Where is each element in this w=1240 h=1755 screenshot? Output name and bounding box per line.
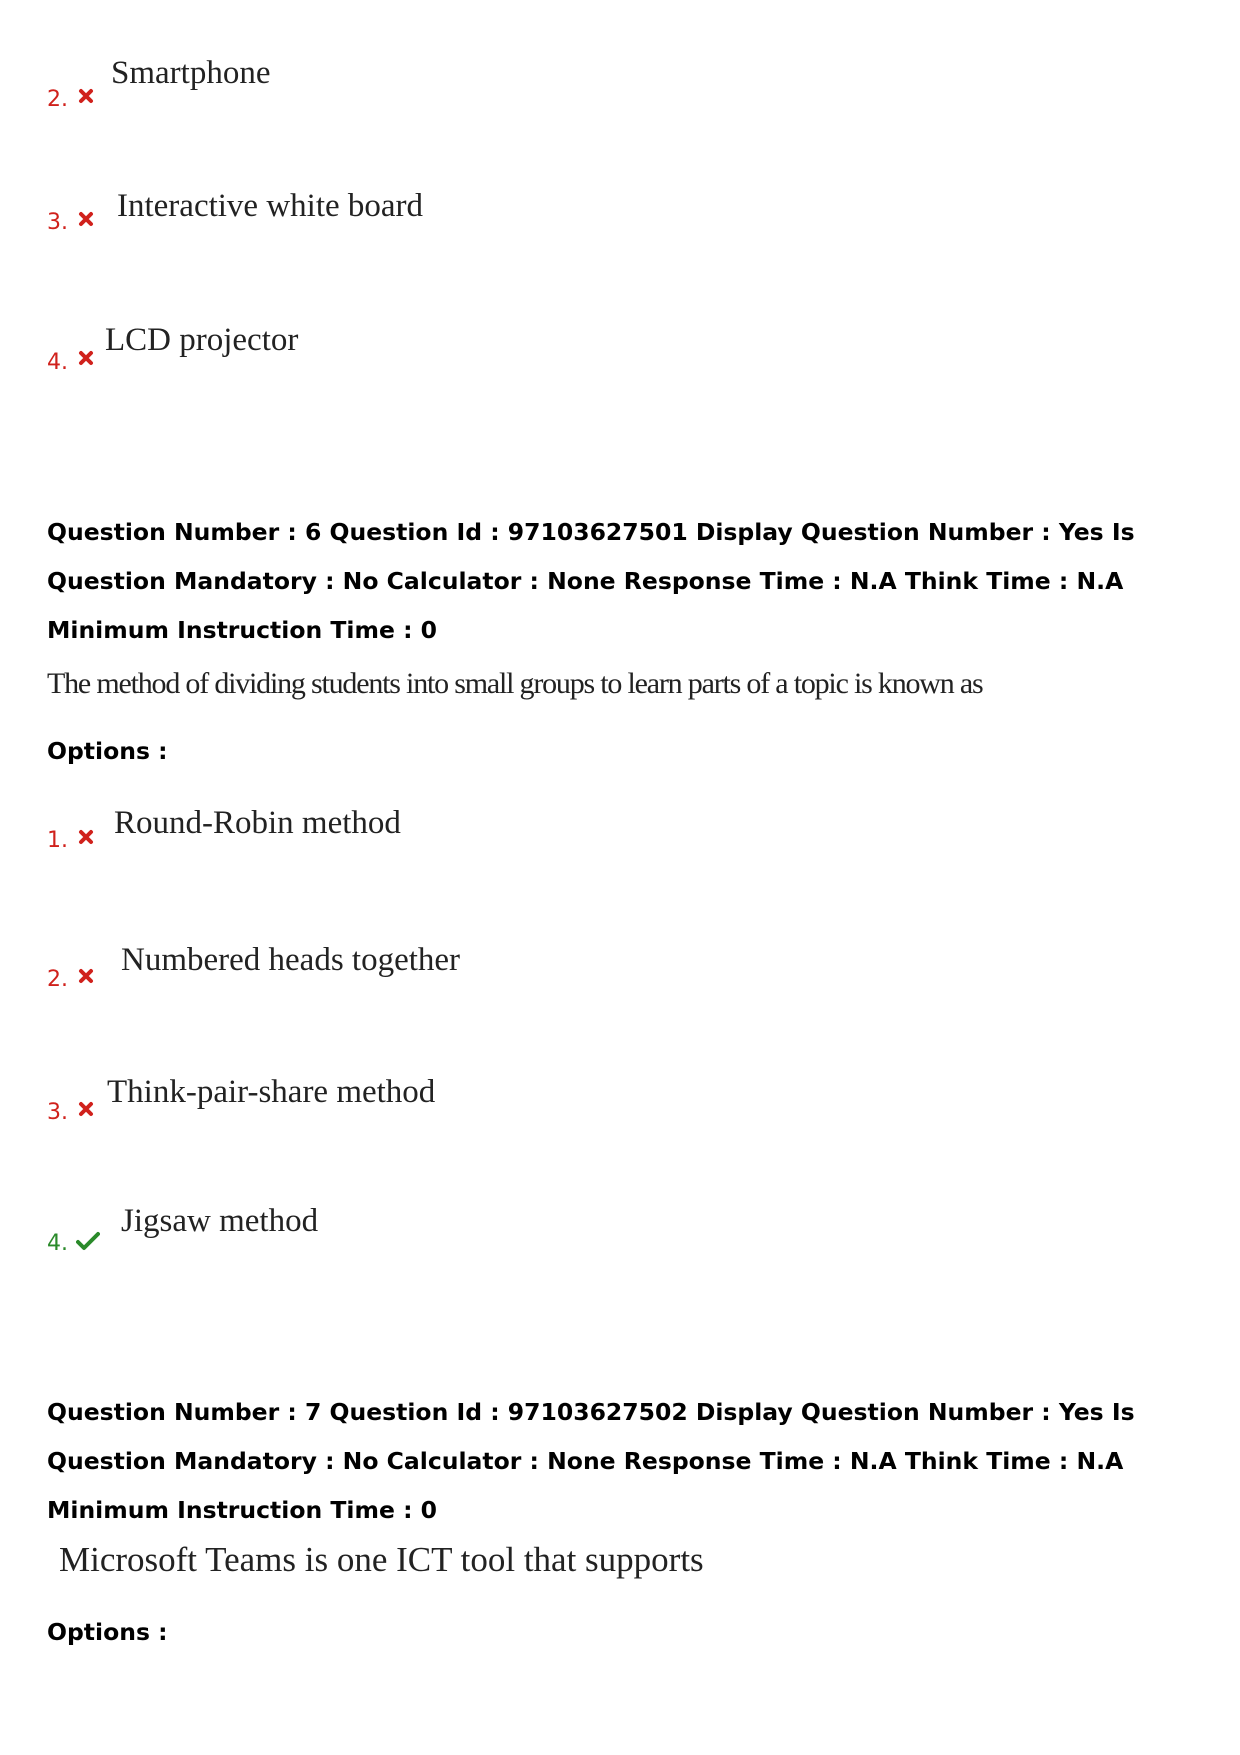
option-number: 4. <box>47 350 68 375</box>
option-text: Jigsaw method <box>121 1203 319 1239</box>
option-number: 2. <box>47 87 68 112</box>
option-number: 3. <box>47 210 68 235</box>
cross-icon <box>78 1101 94 1121</box>
option-number: 2. <box>47 967 68 992</box>
cross-icon <box>78 829 94 849</box>
option-text: Smartphone <box>111 55 271 91</box>
option-row <box>0 322 1240 382</box>
option-row <box>0 805 1240 865</box>
check-icon <box>76 1231 100 1255</box>
cross-icon <box>78 88 94 108</box>
cross-icon <box>78 968 94 988</box>
option-text: LCD projector <box>105 322 299 358</box>
cross-icon <box>78 211 94 231</box>
question-meta: Question Number : 7 Question Id : 97103627502 Display Question Number : Yes Is Question Mandatory : No Calculator : None Response Time : N.A Think Time : N.A Minimum Instruction Time : 0 <box>47 1398 1135 1524</box>
cross-icon <box>78 350 94 370</box>
option-text: Interactive white board <box>117 188 424 224</box>
option-number: 1. <box>47 828 68 853</box>
option-text: Round-Robin method <box>114 805 401 841</box>
question-text: The method of dividing students into small groups to learn parts of a topic is known as <box>47 667 983 700</box>
option-row <box>0 1203 1240 1263</box>
option-row <box>0 1074 1240 1134</box>
option-number: 3. <box>47 1100 68 1125</box>
option-row <box>0 188 1240 248</box>
option-number: 4. <box>47 1231 68 1256</box>
option-text: Think-pair-share method <box>107 1074 436 1110</box>
options-label: Options : <box>47 1618 168 1646</box>
option-row <box>0 942 1240 1002</box>
option-row <box>0 55 1240 115</box>
options-label: Options : <box>47 737 168 765</box>
question-meta: Question Number : 6 Question Id : 97103627501 Display Question Number : Yes Is Question Mandatory : No Calculator : None Response Time : N.A Think Time : N.A Minimum Instruction Time : 0 <box>47 518 1135 644</box>
question-text: Microsoft Teams is one ICT tool that supports <box>59 1540 704 1579</box>
option-text: Numbered heads together <box>121 942 461 978</box>
